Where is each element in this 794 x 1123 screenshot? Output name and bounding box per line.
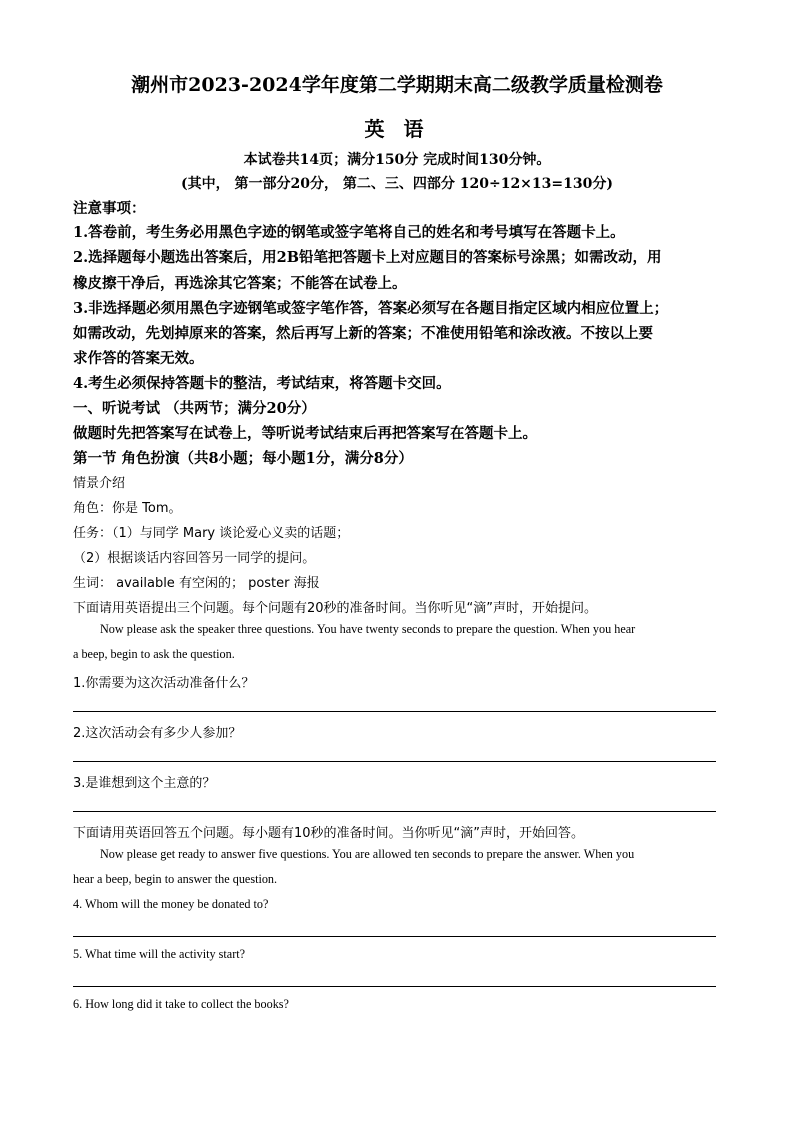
notice-item-2-cont: 橡皮擦干净后，再选涂其它答案；不能答在试卷上。: [73, 275, 407, 292]
notice-item-4: 4.考生必须保持答题卡的整洁，考试结束，将答题卡交回。: [73, 375, 451, 392]
scenario-intro: 情景介绍: [73, 476, 126, 491]
question-4: 4. Whom will the money be donated to?: [73, 897, 269, 911]
question-1: 1.你需要为这次活动准备什么？: [73, 676, 255, 691]
notice-item-3-cont: 如需改动，先划掉原来的答案，然后再写上新的答案；不准使用铅笔和涂改液。不按以上要: [73, 325, 653, 342]
question-6: 6. How long did it take to collect the books?: [73, 997, 289, 1011]
notice-item-3: 3.非选择题必须用黑色字迹钢笔或签字笔作答，答案必须写在各题目指定区域内相应位置上；: [73, 300, 669, 317]
scenario-role: 角色：你是 Tom。: [73, 501, 182, 516]
answer-line-1[interactable]: [73, 711, 716, 712]
answer-line-5[interactable]: [73, 986, 716, 987]
exam-title: 潮州市2023-2024学年度第二学期期末高二级教学质量检测卷: [131, 74, 663, 96]
answer-line-4[interactable]: [73, 936, 716, 937]
scenario-task-1: 任务：（1）与同学 Mary 谈论爱心义卖的话题；: [73, 526, 350, 541]
notice-item-3-cont-2: 求作答的答案无效。: [73, 350, 204, 367]
answer-line-2[interactable]: [73, 761, 716, 762]
question-3: 3.是谁想到这个主意的？: [73, 776, 216, 791]
part-one-heading: 一、听说考试 （共两节；满分20分）: [73, 400, 316, 417]
answer-instruction-cn: 下面请用英语回答五个问题。每小题有10秒的准备时间。当你听见“滴”声时，开始回答。: [73, 826, 585, 841]
subject-title: 英 语: [364, 117, 430, 141]
exam-info-line-1: 本试卷共14页；满分150分 完成时间130分钟。: [243, 152, 551, 168]
ask-instruction-cn: 下面请用英语提出三个问题。每个问题有20秒的准备时间。当你听见“滴”声时，开始提问。: [73, 601, 598, 616]
section-one-heading: 第一节 角色扮演（共8小题；每小题1分，满分8分）: [73, 450, 413, 467]
answer-instruction-en-cont: hear a beep, begin to answer the question.: [73, 872, 278, 886]
ask-instruction-en-cont: a beep, begin to ask the question.: [73, 647, 235, 661]
part-one-instruction: 做题时先把答案写在试卷上，等听说考试结束后再把答案写在答题卡上。: [73, 425, 537, 442]
ask-instruction-en: Now please ask the speaker three questions. You have twenty seconds to prepare the question. When you hear: [100, 622, 636, 636]
question-2: 2.这次活动会有多少人参加？: [73, 726, 242, 741]
scenario-task-2: （2）根据谈话内容回答另一同学的提问。: [73, 551, 316, 566]
notice-heading: 注意事项：: [73, 200, 146, 217]
answer-line-3[interactable]: [73, 811, 716, 812]
scenario-vocabulary: 生词： available 有空闲的； poster 海报: [73, 576, 320, 591]
answer-instruction-en: Now please get ready to answer five questions. You are allowed ten seconds to prepare the answer. When you: [100, 847, 635, 861]
exam-info-line-2: (其中， 第一部分20分， 第二、三、四部分 120÷12×13=130分): [181, 176, 613, 192]
notice-item-2: 2.选择题每小题选出答案后，用2B铅笔把答题卡上对应题目的答案标号涂黑；如需改动，用: [73, 249, 662, 266]
notice-item-1: 1.答卷前，考生务必用黑色字迹的钢笔或签字笔将自己的姓名和考号填写在答题卡上。: [73, 224, 625, 241]
question-5: 5. What time will the activity start?: [73, 947, 246, 961]
